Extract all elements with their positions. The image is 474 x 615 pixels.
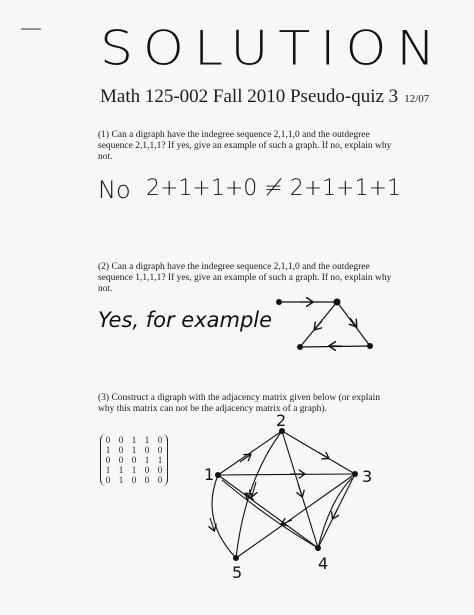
matrix-cell: 0 — [157, 435, 163, 445]
matrix-row — [105, 465, 163, 475]
q2-arrow-diagonal — [315, 321, 322, 329]
q3-vertex-label-3: 3 — [362, 467, 373, 486]
matrix-cell: 1 — [118, 465, 124, 475]
matrix-cell: 1 — [131, 445, 137, 455]
matrix-cell: 1 — [131, 435, 137, 445]
q3-vertex-1 — [215, 472, 221, 478]
matrix-cell: 1 — [144, 435, 150, 445]
question-2-answer: Yes, for example — [98, 308, 273, 332]
matrix-cell: 0 — [131, 455, 137, 465]
solution-heading: SOLUTION — [100, 22, 446, 76]
matrix-cell: 1 — [105, 445, 111, 455]
matrix-cell: 1 — [131, 465, 137, 475]
matrix-cell: 0 — [118, 435, 124, 445]
matrix-cell: 0 — [157, 445, 163, 455]
q3-vertex-label-1: 1 — [204, 465, 215, 484]
corner-dash-mark: — — [20, 16, 42, 41]
matrix-cell: 0 — [144, 475, 150, 485]
q2-vertex-a — [276, 299, 282, 305]
q3-edge-1-3 — [218, 474, 355, 475]
q2-vertex-d — [367, 343, 373, 349]
question-1-text: (1) Can a digraph have the indegree sequence 2,1,1,0 and the outdegree sequence 2,1,1,1? If yes, give an example of such a graph. If no, explain why not. — [98, 130, 392, 162]
matrix-cell: 0 — [144, 445, 150, 455]
matrix-cell: 0 — [131, 475, 137, 485]
q3-vertex-5 — [233, 555, 239, 561]
q3-edge-2-5 — [236, 431, 282, 558]
matrix-cell: 0 — [105, 475, 111, 485]
course-title-text: Math 125-002 Fall 2010 Pseudo-quiz 3 — [100, 86, 399, 107]
question-3-digraph — [210, 431, 355, 558]
q3-arrow-3-4 — [333, 508, 338, 518]
q3-arrow-2-4 — [298, 484, 302, 496]
quiz-date: 12/07 — [404, 93, 430, 105]
matrix-row — [105, 435, 163, 445]
matrix-cell: 0 — [144, 465, 150, 475]
q2-vertex-b — [334, 299, 341, 306]
q3-edge-3-5 — [236, 474, 355, 558]
q2-edge-right — [337, 302, 370, 346]
q3-vertex-4 — [315, 545, 321, 551]
matrix-cell: 1 — [118, 475, 124, 485]
question-1-answer: No — [98, 176, 131, 204]
matrix-cell: 1 — [144, 455, 150, 465]
q3-vertex-label-5: 5 — [232, 563, 243, 582]
matrix-cell: 1 — [105, 465, 111, 475]
question-3-text: (3) Construct a digraph with the adjacency matrix given below (or explain why this matrix can not be the adjacency matrix of a graph). — [98, 393, 381, 414]
matrix-cell: 1 — [157, 455, 163, 465]
matrix-cell: 0 — [105, 435, 111, 445]
matrix-cell: 0 — [118, 445, 124, 455]
question-1-work: 2+1+1+0 ≠ 2+1+1+1 — [146, 176, 401, 201]
matrix-row — [105, 445, 163, 455]
matrix-row — [105, 455, 163, 465]
q2-vertex-c — [297, 344, 303, 350]
q3-edge-1-5-side — [212, 475, 236, 558]
adjacency-matrix — [100, 434, 168, 486]
q3-vertex-3 — [352, 471, 358, 477]
q3-edge-1-4 — [218, 475, 318, 548]
matrix-row — [105, 475, 163, 485]
question-2-text: (2) Can a digraph have the indegree sequence 2,1,1,0 and the outdegree sequence 1,1,1,1? If yes, give an example of such a graph. If no, explain why not. — [98, 262, 392, 294]
matrix-cell: 0 — [157, 465, 163, 475]
q3-arrow-2-3 — [318, 452, 328, 458]
q3-vertex-label-2: 2 — [276, 411, 287, 430]
matrix-cell: 0 — [157, 475, 163, 485]
q3-edge-1-2 — [218, 431, 282, 475]
q3-vertex-label-4: 4 — [318, 554, 329, 573]
q3-arrow-3-5 — [282, 520, 292, 524]
matrix-cell: 0 — [118, 455, 124, 465]
q2-arrow-right — [350, 318, 356, 326]
matrix-cell: 0 — [105, 455, 111, 465]
